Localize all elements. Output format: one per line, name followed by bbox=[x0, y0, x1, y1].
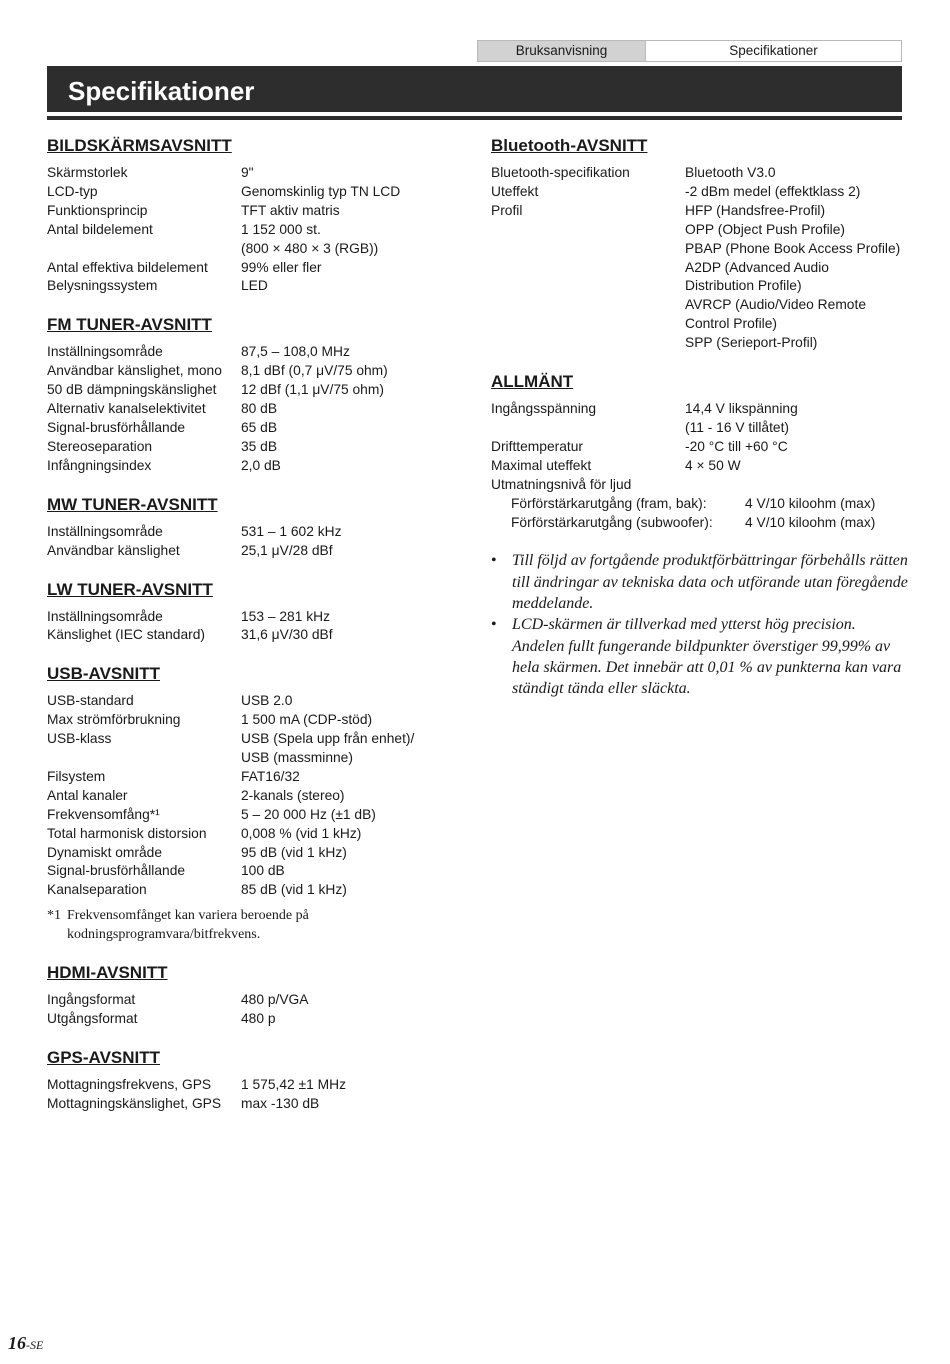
spec-value bbox=[241, 381, 467, 400]
spec-value bbox=[241, 400, 467, 419]
spec-label: Signal-brusförhållande bbox=[47, 863, 186, 879]
spec-value bbox=[241, 457, 467, 476]
spec-value bbox=[241, 277, 467, 296]
spec-value-line: AVRCP (Audio/Video Remote bbox=[685, 297, 866, 313]
spec-label: Utgångsformat bbox=[47, 1011, 138, 1027]
spec-value-line: 480 p/VGA bbox=[241, 992, 309, 1008]
spec-row bbox=[47, 259, 467, 278]
spec-section bbox=[491, 371, 911, 532]
spec-section bbox=[47, 314, 467, 475]
spec-row bbox=[491, 476, 911, 495]
spec-row bbox=[47, 343, 467, 362]
spec-row bbox=[491, 164, 911, 183]
spec-row bbox=[47, 806, 467, 825]
spec-row bbox=[47, 221, 467, 259]
spec-row bbox=[47, 991, 467, 1010]
spec-row bbox=[47, 183, 467, 202]
spec-value-line: LED bbox=[241, 278, 268, 294]
page-number-suffix: -SE bbox=[26, 1338, 44, 1352]
page-title: Specifikationer bbox=[68, 76, 255, 106]
spec-value-line: 1 152 000 st. bbox=[241, 221, 321, 237]
spec-value-line: USB 2.0 bbox=[241, 693, 293, 709]
note-item bbox=[491, 550, 911, 614]
spec-row bbox=[47, 787, 467, 806]
spec-row bbox=[47, 400, 467, 419]
spec-value bbox=[241, 1010, 467, 1029]
spec-value-line: 35 dB bbox=[241, 438, 278, 454]
spec-row bbox=[491, 202, 911, 353]
spec-label: Känslighet (IEC standard) bbox=[47, 627, 205, 643]
spec-label: Stereoseparation bbox=[47, 438, 153, 454]
page-number-value: 16 bbox=[8, 1333, 26, 1353]
spec-row bbox=[47, 202, 467, 221]
spec-value bbox=[241, 259, 467, 278]
spec-value bbox=[241, 183, 467, 202]
section-title: HDMI-AVSNITT bbox=[47, 963, 168, 983]
note-text: Till följd av fortgående produktförbättringar förbehålls rätten till ändringar av tekniska data och utförande utan föregående meddelande. bbox=[512, 552, 908, 612]
spec-label: Antal kanaler bbox=[47, 787, 128, 803]
spec-value bbox=[241, 419, 467, 438]
section-title: MW TUNER-AVSNITT bbox=[47, 494, 218, 514]
spec-label: Infångningsindex bbox=[47, 457, 152, 473]
spec-value bbox=[241, 1095, 467, 1114]
footnote-text: Frekvensomfånget kan variera beroende på kodningsprogramvara/bitfrekvens. bbox=[67, 908, 309, 943]
spec-row bbox=[47, 542, 467, 561]
spec-value bbox=[241, 692, 467, 711]
spec-value-line: 31,6 μV/30 dBf bbox=[241, 627, 333, 643]
page-number bbox=[8, 1333, 43, 1354]
spec-row bbox=[47, 1010, 467, 1029]
spec-value-line: FAT16/32 bbox=[241, 768, 300, 784]
spec-value-line: 2,0 dB bbox=[241, 457, 281, 473]
spec-value-line: Control Profile) bbox=[685, 316, 778, 332]
spec-value bbox=[241, 626, 467, 645]
spec-sublabel: Förförstärkarutgång (fram, bak): bbox=[511, 495, 707, 511]
spec-value bbox=[241, 523, 467, 542]
spec-row bbox=[47, 881, 467, 900]
spec-value bbox=[241, 202, 467, 221]
spec-label: Antal bildelement bbox=[47, 221, 153, 237]
spec-value-line: USB (massminne) bbox=[241, 750, 353, 766]
spec-value-line: 8,1 dBf (0,7 μV/75 ohm) bbox=[241, 363, 388, 379]
spec-label: Kanalseparation bbox=[47, 882, 147, 898]
spec-subrow bbox=[491, 495, 911, 514]
header-tabs bbox=[477, 40, 902, 62]
spec-value bbox=[241, 343, 467, 362]
spec-value bbox=[685, 164, 911, 183]
spec-row bbox=[47, 768, 467, 787]
spec-value bbox=[241, 164, 467, 183]
spec-label: Uteffekt bbox=[491, 183, 539, 199]
spec-value-line: 100 dB bbox=[241, 863, 285, 879]
spec-value bbox=[241, 438, 467, 457]
spec-label: Signal-brusförhållande bbox=[47, 419, 186, 435]
spec-row bbox=[491, 183, 911, 202]
spec-value-line: 480 p bbox=[241, 1011, 276, 1027]
section-title: Bluetooth-AVSNITT bbox=[491, 136, 648, 155]
spec-value-line: max -130 dB bbox=[241, 1096, 320, 1111]
spec-label: LCD-typ bbox=[47, 183, 98, 199]
spec-label: Ingångsformat bbox=[47, 992, 136, 1008]
spec-label: Antal effektiva bildelement bbox=[47, 259, 208, 275]
spec-value bbox=[241, 787, 467, 806]
spec-value bbox=[685, 438, 911, 457]
footnote bbox=[47, 906, 467, 944]
spec-row bbox=[47, 862, 467, 881]
spec-row bbox=[47, 825, 467, 844]
spec-label: 50 dB dämpningskänslighet bbox=[47, 382, 217, 398]
spec-value-line: 87,5 – 108,0 MHz bbox=[241, 344, 350, 360]
footnote-mark: *1 bbox=[47, 908, 61, 924]
spec-row bbox=[47, 1076, 467, 1095]
spec-row bbox=[47, 419, 467, 438]
spec-section bbox=[491, 135, 911, 353]
spec-value-line: HFP (Handsfree-Profil) bbox=[685, 202, 826, 218]
spec-row bbox=[47, 844, 467, 863]
spec-value bbox=[241, 730, 467, 768]
bullet-icon: • bbox=[491, 616, 497, 634]
spec-section bbox=[47, 1047, 467, 1114]
tab-specifikationer[interactable]: Specifikationer bbox=[646, 41, 901, 61]
spec-label: Inställningsområde bbox=[47, 523, 163, 539]
spec-label: Maximal uteffekt bbox=[491, 457, 592, 473]
right-column bbox=[491, 135, 911, 699]
spec-value-line: 5 – 20 000 Hz (±1 dB) bbox=[241, 806, 376, 822]
note-item bbox=[491, 614, 911, 699]
spec-label: Frekvensomfång*¹ bbox=[47, 806, 160, 822]
spec-value-line: 95 dB (vid 1 kHz) bbox=[241, 844, 347, 860]
spec-row bbox=[47, 692, 467, 711]
spec-value-line: 4 × 50 W bbox=[685, 457, 741, 473]
section-title: GPS-AVSNITT bbox=[47, 1048, 161, 1068]
spec-value-line: 12 dBf (1,1 μV/75 ohm) bbox=[241, 382, 384, 398]
spec-value bbox=[241, 542, 467, 561]
spec-value-line: 85 dB (vid 1 kHz) bbox=[241, 882, 347, 898]
spec-value-line: TFT aktiv matris bbox=[241, 202, 340, 218]
spec-value bbox=[241, 844, 467, 863]
spec-value-line: Genomskinlig typ TN LCD bbox=[241, 183, 401, 199]
spec-value-line: 25,1 μV/28 dBf bbox=[241, 542, 333, 558]
spec-value-line: 9" bbox=[241, 165, 254, 180]
spec-sublabel: Förförstärkarutgång (subwoofer): bbox=[511, 514, 713, 530]
spec-label: Ingångsspänning bbox=[491, 401, 597, 417]
spec-label: Total harmonisk distorsion bbox=[47, 825, 207, 841]
spec-value-line: SPP (Serieport-Profil) bbox=[685, 335, 818, 351]
tab-bruksanvisning[interactable]: Bruksanvisning bbox=[478, 41, 646, 61]
spec-row bbox=[491, 400, 911, 438]
spec-subrow bbox=[491, 514, 911, 533]
title-divider bbox=[47, 116, 902, 120]
spec-label: Drifttemperatur bbox=[491, 438, 584, 454]
spec-value-line: 531 – 1 602 kHz bbox=[241, 523, 342, 539]
spec-row bbox=[47, 164, 467, 183]
spec-label: Filsystem bbox=[47, 768, 106, 784]
spec-label: Funktionsprincip bbox=[47, 202, 148, 218]
page-title-bar bbox=[47, 66, 902, 112]
spec-value bbox=[241, 862, 467, 881]
section-title: BILDSKÄRMSAVSNITT bbox=[47, 136, 232, 155]
spec-label: Profil bbox=[491, 202, 523, 218]
spec-value-line: 80 dB bbox=[241, 401, 278, 417]
spec-value-line: 65 dB bbox=[241, 419, 278, 435]
spec-value bbox=[685, 400, 911, 438]
spec-value bbox=[241, 768, 467, 787]
spec-row bbox=[491, 438, 911, 457]
spec-label: Inställningsområde bbox=[47, 344, 163, 360]
spec-label: Mottagningsfrekvens, GPS bbox=[47, 1077, 212, 1093]
spec-label: Användbar känslighet bbox=[47, 542, 180, 558]
spec-label: Belysningssystem bbox=[47, 278, 158, 294]
spec-label: Alternativ kanalselektivitet bbox=[47, 401, 206, 417]
bullet-icon: • bbox=[491, 552, 497, 570]
spec-value bbox=[241, 825, 467, 844]
spec-value-line: 0,008 % (vid 1 kHz) bbox=[241, 825, 362, 841]
spec-label: USB-klass bbox=[47, 731, 112, 747]
spec-section bbox=[47, 135, 467, 296]
spec-label: Inställningsområde bbox=[47, 608, 163, 624]
spec-value-line: A2DP (Advanced Audio bbox=[685, 259, 829, 275]
section-title: USB-AVSNITT bbox=[47, 664, 161, 684]
spec-value-line: -2 dBm medel (effektklass 2) bbox=[685, 183, 861, 199]
spec-label: Max strömförbrukning bbox=[47, 712, 181, 728]
spec-value bbox=[241, 221, 467, 259]
spec-row bbox=[47, 711, 467, 730]
spec-subvalue: 4 V/10 kiloohm (max) bbox=[745, 495, 876, 511]
spec-row bbox=[47, 626, 467, 645]
spec-value bbox=[241, 362, 467, 381]
spec-subvalue: 4 V/10 kiloohm (max) bbox=[745, 514, 876, 530]
spec-value-line: 1 575,42 ±1 MHz bbox=[241, 1077, 346, 1093]
spec-row bbox=[47, 362, 467, 381]
spec-value-line: 99% eller fler bbox=[241, 259, 322, 275]
spec-row bbox=[491, 457, 911, 476]
spec-value-line: USB (Spela upp från enhet)/ bbox=[241, 731, 415, 747]
spec-row bbox=[47, 608, 467, 627]
spec-label: Bluetooth-specifikation bbox=[491, 165, 630, 180]
spec-row bbox=[47, 277, 467, 296]
spec-value bbox=[241, 806, 467, 825]
spec-row bbox=[47, 523, 467, 542]
spec-value-line: (11 - 16 V tillåtet) bbox=[685, 419, 790, 435]
spec-value bbox=[241, 1076, 467, 1095]
spec-label: Mottagningskänslighet, GPS bbox=[47, 1096, 222, 1111]
note-text: LCD-skärmen är tillverkad med ytterst hög precision. Andelen fullt fungerande bildpunkter överstiger 99,99% av hela skärmen. Det innebär att 0,01 % av punkterna kan vara ständigt tända eller släckta. bbox=[512, 616, 902, 698]
spec-value-line: PBAP (Phone Book Access Profile) bbox=[685, 240, 901, 256]
spec-value bbox=[241, 711, 467, 730]
notes-list bbox=[491, 550, 911, 699]
spec-value-line: OPP (Object Push Profile) bbox=[685, 221, 846, 237]
spec-row bbox=[47, 438, 467, 457]
spec-row bbox=[47, 457, 467, 476]
left-column bbox=[47, 135, 467, 1132]
spec-value bbox=[685, 202, 911, 353]
section-title: LW TUNER-AVSNITT bbox=[47, 579, 213, 599]
section-title: ALLMÄNT bbox=[491, 372, 574, 392]
spec-value-line: 2-kanals (stereo) bbox=[241, 787, 345, 803]
spec-value bbox=[685, 476, 911, 495]
spec-row bbox=[47, 381, 467, 400]
spec-value bbox=[241, 991, 467, 1010]
spec-label: Användbar känslighet, mono bbox=[47, 363, 222, 379]
spec-value-line: 1 500 mA (CDP-stöd) bbox=[241, 712, 373, 728]
spec-value-line: -20 °C till +60 °C bbox=[685, 438, 788, 454]
spec-label: Skärmstorlek bbox=[47, 165, 128, 180]
spec-value-line: 153 – 281 kHz bbox=[241, 608, 330, 624]
spec-value bbox=[241, 881, 467, 900]
spec-value bbox=[241, 608, 467, 627]
spec-value bbox=[685, 183, 911, 202]
spec-section bbox=[47, 579, 467, 646]
spec-row bbox=[47, 1095, 467, 1114]
spec-section bbox=[47, 663, 467, 944]
spec-row bbox=[47, 730, 467, 768]
spec-value-line: Distribution Profile) bbox=[685, 278, 802, 294]
spec-value-line: Bluetooth V3.0 bbox=[685, 165, 776, 180]
spec-value-line: (800 × 480 × 3 (RGB)) bbox=[241, 240, 379, 256]
spec-label: Utmatningsnivå för ljud bbox=[491, 476, 632, 492]
spec-value bbox=[685, 457, 911, 476]
spec-label: USB-standard bbox=[47, 693, 134, 709]
section-title: FM TUNER-AVSNITT bbox=[47, 315, 212, 335]
spec-value-line: 14,4 V likspänning bbox=[685, 401, 798, 417]
spec-label: Dynamiskt område bbox=[47, 844, 163, 860]
spec-section bbox=[47, 494, 467, 561]
spec-section bbox=[47, 962, 467, 1029]
